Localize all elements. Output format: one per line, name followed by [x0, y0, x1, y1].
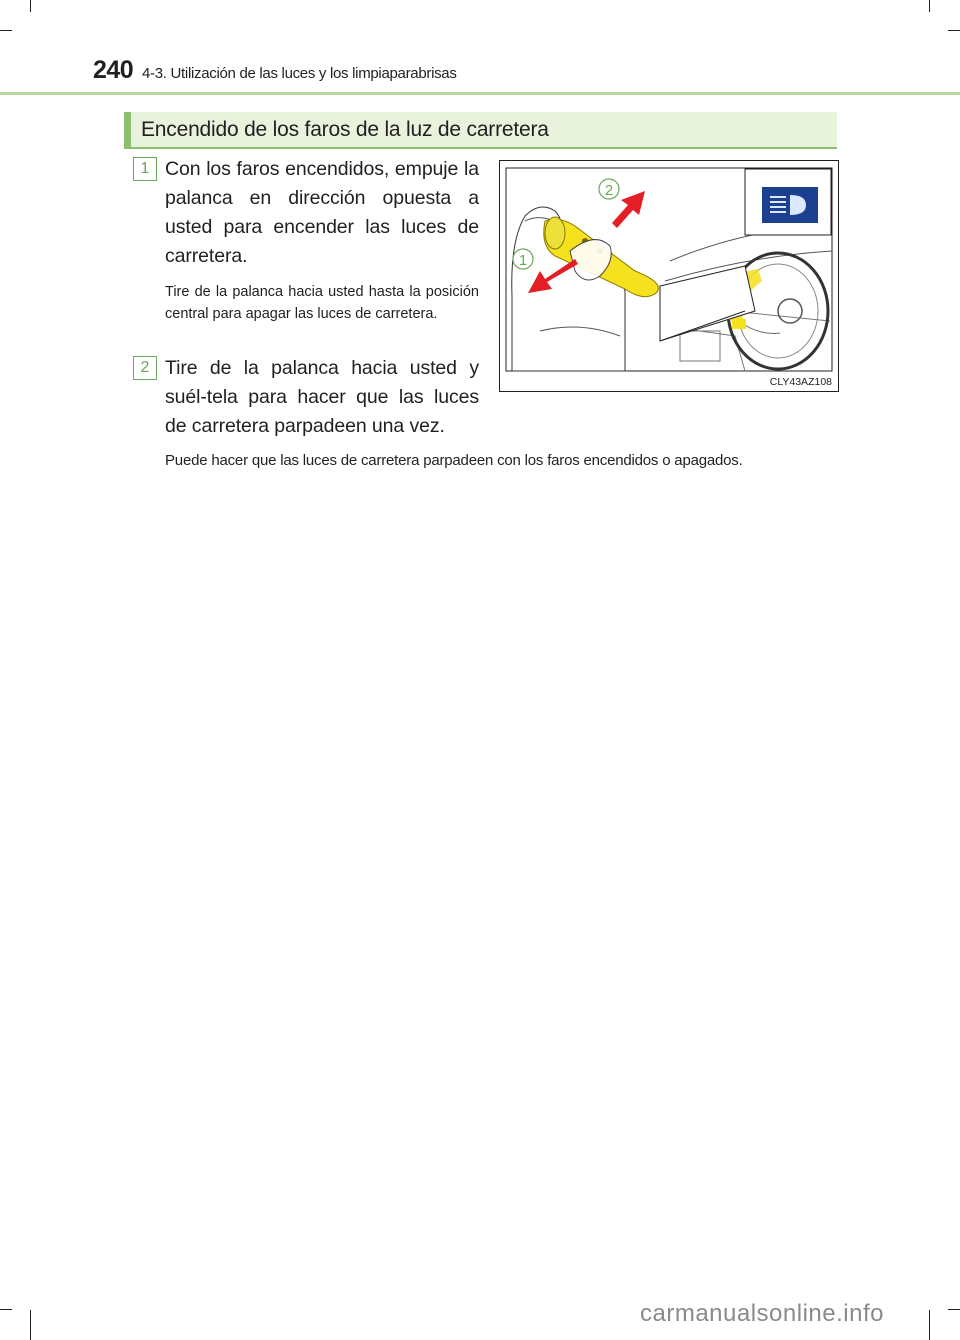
crop-mark: [948, 1309, 960, 1310]
chapter-title: 4-3. Utilización de las luces y los limpiaparabrisas: [142, 65, 457, 82]
section-title: Encendido de los faros de la luz de carretera: [141, 118, 549, 141]
figure-code: CLY43AZ108: [769, 376, 832, 388]
footnote: Puede hacer que las luces de carretera parpadeen con los faros encendidos o apagados.: [165, 452, 743, 469]
step-1-note: Tire de la palanca hacia usted hasta la posición central para apagar las luces de carretera.: [165, 284, 479, 322]
pull-arrow-icon: [612, 191, 645, 228]
callout-2: 2: [604, 182, 614, 199]
page-number: 240: [93, 56, 134, 84]
illustration-svg: [500, 161, 838, 391]
crop-mark: [929, 1310, 930, 1340]
section-heading-accent: [124, 112, 131, 149]
watermark: carmanualsonline.info: [640, 1300, 884, 1327]
section-heading: [124, 112, 837, 149]
headlight-lever-illustration: [499, 160, 839, 392]
header-divider: [0, 92, 960, 95]
crop-mark: [30, 0, 31, 12]
step-1-text: Con los faros encendidos, empuje la palanca en dirección opuesta a usted para encender las luces de carretera.: [165, 158, 479, 267]
crop-mark: [929, 0, 930, 12]
callout-1: 1: [518, 252, 528, 269]
step-number-2: 2: [133, 356, 157, 380]
crop-mark: [0, 1309, 12, 1310]
crop-mark: [948, 30, 960, 31]
step-2-text: Tire de la palanca hacia usted y suél-tela para hacer que las luces de carretera parpadeen una vez.: [165, 357, 479, 437]
step-number-1: 1: [133, 157, 157, 181]
crop-mark: [30, 1310, 31, 1340]
crop-mark: [0, 30, 12, 31]
